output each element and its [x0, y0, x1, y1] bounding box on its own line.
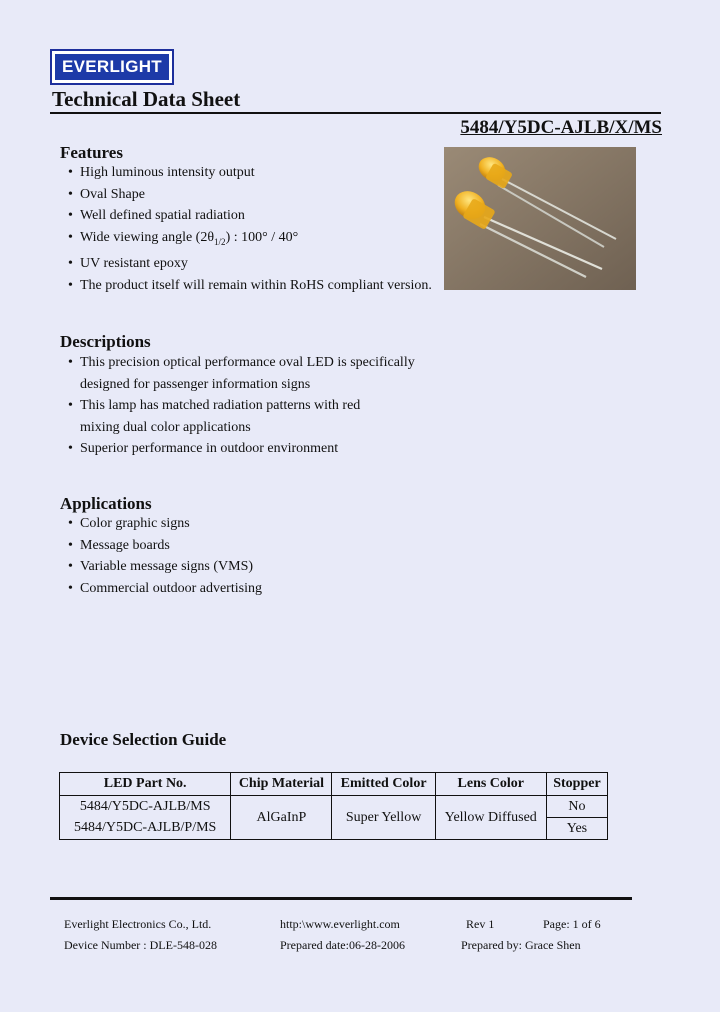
logo-text: EVERLIGHT [55, 54, 169, 80]
table-row [60, 796, 608, 818]
part-number: 5484/Y5DC-AJLB/X/MS [460, 117, 662, 138]
descriptions-list [68, 352, 415, 460]
product-photo [444, 147, 636, 290]
footer-rev: Rev 1 [466, 917, 495, 931]
stopper-cell: No [546, 796, 607, 818]
part-cell: 5484/Y5DC-AJLB/MS [60, 796, 231, 818]
column-header: LED Part No. [60, 773, 231, 796]
list-item: • Superior performance in outdoor environment [68, 441, 339, 457]
list-item: • UV resistant epoxy [68, 256, 188, 272]
footer-divider [50, 897, 632, 900]
led-lamp-image [444, 147, 636, 290]
list-item: • High luminous intensity output [68, 165, 255, 180]
selection-table [59, 772, 608, 840]
table-header-row [60, 773, 608, 796]
list-item: • This precision optical performance oval LED is specifically [68, 355, 415, 370]
part-cell: 5484/Y5DC-AJLB/P/MS [60, 818, 231, 840]
page-title: Technical Data Sheet [52, 87, 241, 111]
applications-list [68, 513, 262, 599]
selection-guide-heading: Device Selection Guide [60, 730, 227, 749]
column-header: Lens Color [435, 773, 546, 796]
footer-device-number: Device Number : DLE-548-028 [64, 938, 217, 952]
everlight-logo [50, 49, 174, 85]
list-item: mixing dual color applications [80, 419, 251, 435]
footer-url[interactable]: http:\www.everlight.com [280, 917, 400, 931]
features-list [68, 162, 432, 296]
column-header: Chip Material [231, 773, 332, 796]
list-item: • Well defined spatial radiation [68, 208, 245, 224]
list-item: • Wide viewing angle $(2\theta_{1/2})$ : 100° / 40° [68, 229, 299, 247]
stopper-cell: Yes [546, 818, 607, 840]
header-divider [50, 112, 661, 114]
footer-prepared-date: Prepared date:06-28-2006 [280, 938, 405, 952]
list-item: • Oval Shape [68, 186, 145, 202]
chip-material-cell: AlGaInP [231, 796, 332, 840]
list-item: • Variable message signs (VMS) [68, 559, 254, 575]
list-item: • Color graphic signs [68, 516, 190, 531]
footer-company: Everlight Electronics Co., Ltd. [64, 917, 212, 931]
emitted-color-cell: Super Yellow [332, 796, 435, 840]
list-item: • This lamp has matched radiation patterns with red [68, 398, 361, 414]
applications-heading: Applications [60, 494, 152, 513]
footer-prepared-by: Prepared by: Grace Shen [461, 938, 581, 952]
list-item: • Commercial outdoor advertising [68, 580, 262, 596]
column-header: Stopper [546, 773, 607, 796]
list-item: designed for passenger information signs [80, 376, 311, 392]
footer-page: Page: 1 of 6 [543, 917, 601, 931]
features-heading: Features [60, 143, 123, 162]
column-header: Emitted Color [332, 773, 435, 796]
list-item: • Message boards [68, 537, 170, 553]
lens-color-cell: Yellow Diffused [435, 796, 546, 840]
list-item: • The product itself will remain within RoHS compliant version. [68, 277, 432, 293]
descriptions-heading: Descriptions [60, 332, 151, 351]
